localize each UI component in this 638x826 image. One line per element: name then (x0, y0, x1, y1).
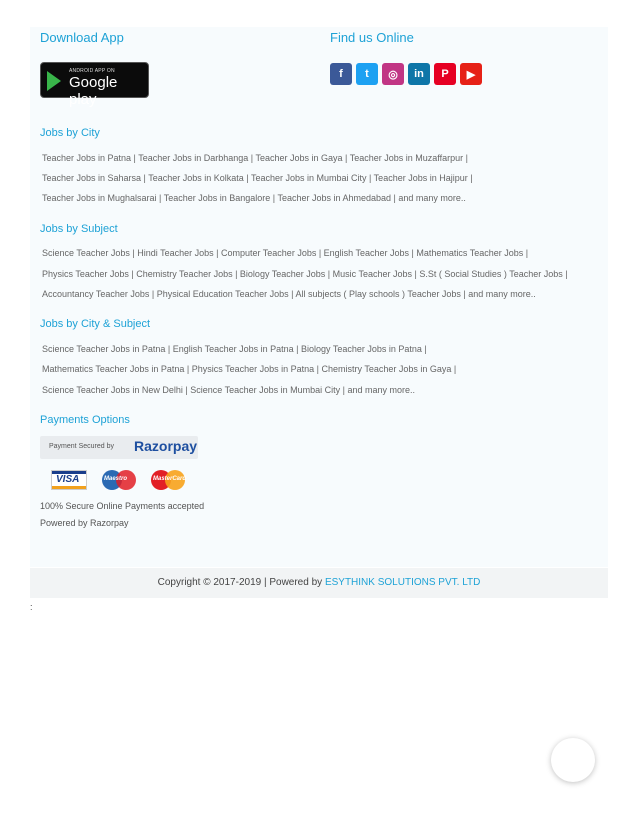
city-subject-links-line-1[interactable]: Science Teacher Jobs in Patna | English Teacher Jobs in Patna | Biology Teacher Jobs in Patna | (42, 344, 427, 354)
badge-small-text: ANDROID APP ON (69, 68, 115, 74)
floating-action-button[interactable] (551, 738, 595, 782)
jobs-by-city-subject-heading[interactable]: Jobs by City & Subject (40, 318, 151, 330)
maestro-label: Maestro (104, 476, 128, 482)
visa-label: VISA (56, 474, 80, 485)
payment-secured-label: Payment Secured by (49, 443, 114, 450)
instagram-icon[interactable]: ◎ (382, 63, 404, 85)
youtube-icon[interactable]: ▶ (460, 63, 482, 85)
jobs-by-city-heading[interactable]: Jobs by City (40, 127, 100, 139)
secure-payments-text: 100% Secure Online Payments accepted (40, 501, 205, 511)
facebook-icon[interactable]: f (330, 63, 352, 85)
twitter-icon[interactable]: t (356, 63, 378, 85)
visa-card-icon (51, 470, 87, 490)
find-us-heading: Find us Online (330, 30, 414, 45)
city-links-line-3[interactable]: Teacher Jobs in Mughalsarai | Teacher Jobs in Bangalore | Teacher Jobs in Ahmedabad | and many more.. (42, 193, 466, 203)
mastercard-label: MasterCard (153, 476, 187, 482)
powered-by-razorpay-text: Powered by Razorpay (40, 518, 129, 528)
copyright-text: Copyright © 2017-2019 | Powered by (157, 577, 325, 588)
subject-links-line-3[interactable]: Accountancy Teacher Jobs | Physical Education Teacher Jobs | All subjects ( Play schools ) Teacher Jobs | and many more.. (42, 289, 536, 299)
linkedin-icon[interactable]: in (408, 63, 430, 85)
city-subject-links-line-2[interactable]: Mathematics Teacher Jobs in Patna | Physics Teacher Jobs in Patna | Chemistry Teacher Jobs in Gaya | (42, 364, 457, 374)
city-links-line-2[interactable]: Teacher Jobs in Saharsa | Teacher Jobs in Kolkata | Teacher Jobs in Mumbai City | Teacher Jobs in Hajipur | (42, 173, 473, 183)
subject-links-line-2[interactable]: Physics Teacher Jobs | Chemistry Teacher Jobs | Biology Teacher Jobs | Music Teacher Jobs | S.St ( Social Studies ) Teacher Jobs | (42, 269, 568, 279)
google-play-badge[interactable] (40, 62, 149, 108)
payments-options-heading: Payments Options (40, 414, 130, 426)
social-links (330, 63, 482, 85)
razorpay-badge (40, 436, 198, 459)
copyright-bar (30, 568, 608, 598)
play-store-icon (47, 71, 61, 91)
company-link[interactable]: ESYTHINK SOLUTIONS PVT. LTD (324, 577, 481, 588)
city-links-line-1[interactable]: Teacher Jobs in Patna | Teacher Jobs in Darbhanga | Teacher Jobs in Gaya | Teacher Jobs in Muzaffarpur | (42, 153, 468, 163)
download-app-heading: Download App (40, 30, 124, 45)
badge-big-text: Google play (69, 74, 118, 108)
maestro-card-icon (102, 470, 138, 490)
pinterest-icon[interactable]: P (434, 63, 456, 85)
razorpay-logo: Razorpay (134, 438, 198, 454)
subject-links-line-1[interactable]: Science Teacher Jobs | Hindi Teacher Jobs | Computer Teacher Jobs | English Teacher Jobs | Mathematics Teacher Jobs | (42, 248, 529, 258)
mastercard-icon (151, 470, 187, 490)
city-subject-links-line-3[interactable]: Science Teacher Jobs in New Delhi | Science Teacher Jobs in Mumbai City | and many more.. (42, 385, 416, 395)
stray-colon: : (30, 602, 33, 612)
jobs-by-subject-heading[interactable]: Jobs by Subject (40, 223, 118, 235)
site-footer (30, 27, 608, 567)
